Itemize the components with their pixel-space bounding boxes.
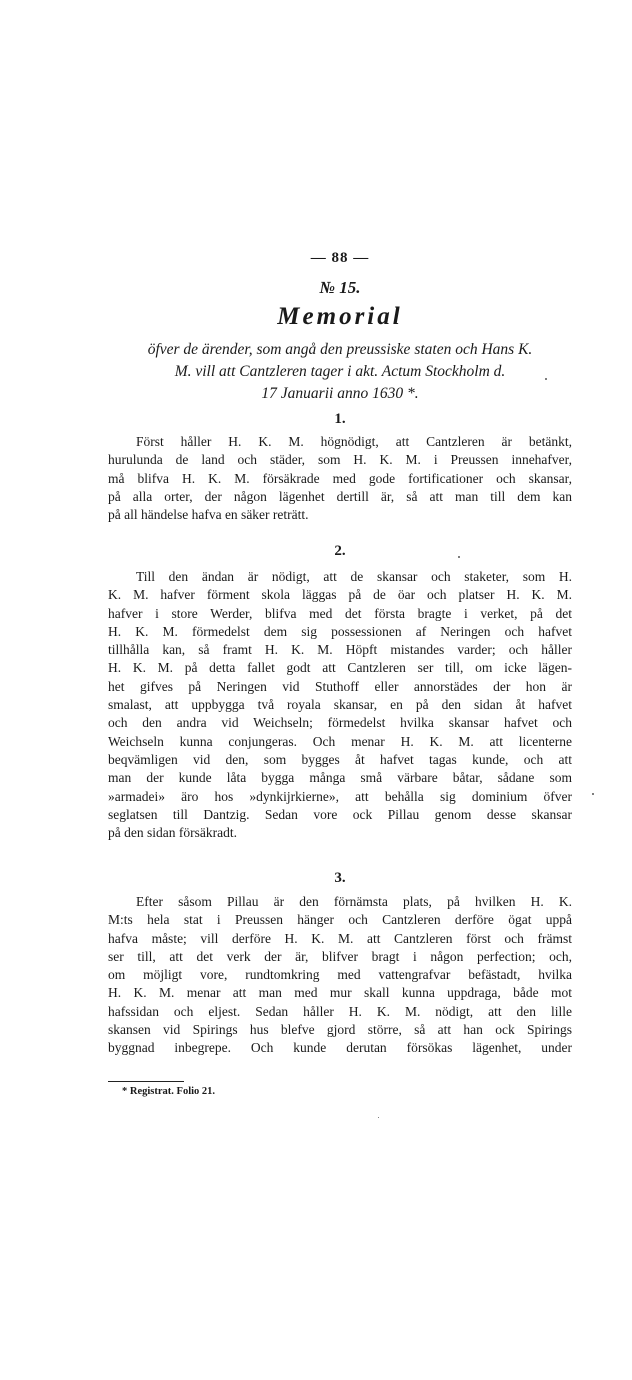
paragraph-line: hafva måste; vill derföre H. K. M. att Cantzleren först och främst — [108, 930, 572, 946]
paragraph-line: Efter såsom Pillau är den förnämsta plats, på hvilken H. K. — [136, 894, 572, 909]
section-number: 1. — [334, 411, 346, 427]
paragraph-line: K. M. hafver förment skola läggas på de öar och platser H. K. M. — [108, 587, 572, 603]
paragraph-line: man der kunde låta bygga många små värbare båtar, sådane som — [108, 770, 572, 786]
paragraph-line: ser till, att det verk der är, blifver bragt i någon perfection; och, — [108, 948, 572, 964]
paragraph-line: H. K. M. på detta fallet godt att Cantzleren ser till, om icke lägen- — [108, 660, 572, 676]
paragraph-line: seglatsen till Dantzig. Sedan vore ock Pillau genom desse skansar — [108, 806, 572, 822]
paragraph-line: Först håller H. K. M. högnödigt, att Cantzleren är betänkt, — [136, 434, 572, 449]
document-title: Memorial — [277, 303, 403, 330]
scan-speck — [458, 556, 460, 558]
paragraph-line: het gifves på Neringen vid Stuthoff eller annorstädes der hon är — [108, 678, 572, 694]
paragraph-line: H. K. M. förmedelst dem sig possessionen af Neringen och hafvet — [108, 623, 572, 639]
paragraph-line: på all händelse hafva en säker reträtt. — [108, 507, 309, 523]
subtitle-line: M. vill att Cantzleren tager i akt. Actum Stockholm d. — [174, 363, 506, 380]
paragraph-line: byggnad inbegrepe. Och kunde derutan försökas lägenhet, under — [108, 1040, 572, 1056]
section-paragraph — [108, 433, 572, 524]
paragraph-line: och den andra vid Weichseln; förmedelst hvilka skansar hafvet och — [108, 715, 572, 731]
scan-speck — [378, 1117, 379, 1118]
paragraph-line: smalast, att uppbygga två royala skansar, en på den sidan åt hafvet — [108, 697, 572, 713]
subtitle-line: öfver de ärender, som angå den preussiske staten och Hans K. — [147, 341, 533, 358]
paragraph-line: hafver i store Werder, blifva med det första bragte i verket, på det — [108, 605, 572, 621]
document-subtitle — [108, 339, 572, 405]
page-number: — 88 — — [310, 250, 370, 266]
section-number: 2. — [334, 543, 346, 559]
paragraph-line: Till den ändan är nödigt, att de skansar och staketer, som H. — [136, 569, 572, 584]
scan-speck — [592, 793, 594, 795]
paragraph-line: hurulunda de land och städer, som H. K. M. i Preussen innehafver, — [108, 452, 572, 468]
section-number: 3. — [334, 870, 346, 886]
subtitle-line: 17 Januarii anno 1630 *. — [261, 385, 419, 402]
section-paragraph — [108, 893, 572, 1058]
paragraph-line: beqvämligen vid den, som bygges åt hafvet tagas kunde, och att — [108, 751, 572, 767]
section-paragraph — [108, 568, 572, 842]
paragraph-line: Weichseln kunna conjungeras. Och menar H. K. M. att licenterne — [108, 733, 572, 749]
paragraph-line: må blifva H. K. M. försäkrade med gode fortificationer och skansar, — [108, 470, 572, 486]
paragraph-line: på den sidan försäkradt. — [108, 825, 237, 841]
footnote-divider — [108, 1081, 184, 1082]
paragraph-line: skansen vid Spirings hus blefve gjord större, så att han ock Spirings — [108, 1022, 572, 1038]
scan-speck — [545, 378, 547, 380]
paragraph-line: H. K. M. menar att man med mur skall kunna uppdraga, både mot — [108, 985, 572, 1001]
footnote: * Registrat. Folio 21. — [122, 1086, 216, 1097]
paragraph-line: på alla orter, der någon lägenhet dertill är, så att man till dem kan — [108, 488, 572, 504]
paragraph-line: om möjligt vore, rundtomkring med vattengrafvar befästadt, hvilka — [108, 967, 572, 983]
paragraph-line: M:ts hela stat i Preussen hänger och Cantzleren derföre ögat uppå — [108, 912, 572, 928]
document-number: № 15. — [319, 278, 361, 297]
paragraph-line: »armadei» äro hos »dynkijrkierne», att behålla sig dominium öfver — [108, 788, 572, 804]
paragraph-line: hafssidan och eljest. Sedan håller H. K. M. nödigt, att den lille — [108, 1003, 572, 1019]
paragraph-line: tillhålla kan, så framt H. K. M. Höpft mistandes varder; och håller — [108, 642, 572, 658]
